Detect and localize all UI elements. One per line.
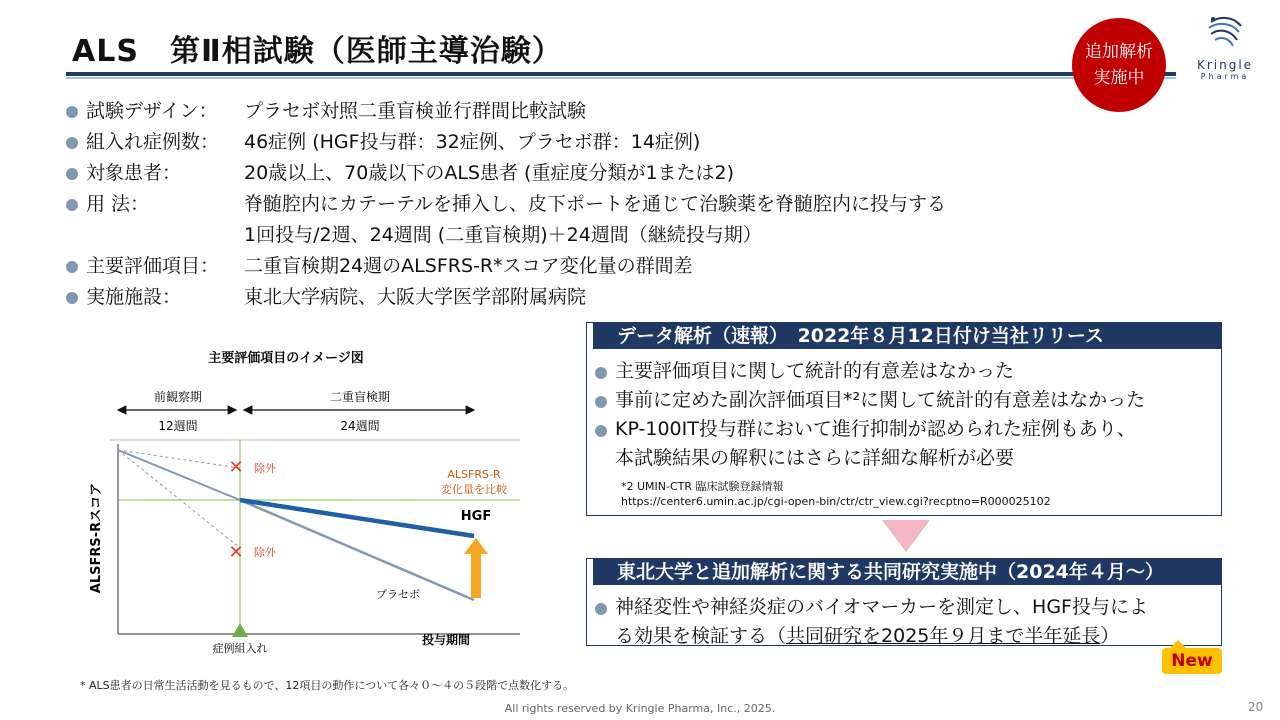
pre-decline-line [118, 450, 240, 500]
x-axis-label: 投与期間 [421, 633, 471, 647]
company-logo [1190, 14, 1260, 94]
info-value: プラセボ対照二重盲検並行群間比較試験 [244, 100, 587, 122]
exclude-upper-icon: ✕ [228, 457, 244, 478]
research-line-2a: る効果を検証する（ [615, 625, 787, 647]
logo-name: Kringle [1196, 58, 1254, 72]
info-row-design [66, 96, 946, 127]
list-item-text: 主要評価項目に関して統計的有意差はなかった [615, 360, 1015, 382]
flow-down-arrow-icon [882, 520, 930, 552]
placebo-label: プラセボ [376, 588, 420, 601]
period-pre-label: 前観察期 [153, 390, 203, 404]
bullet-icon [66, 292, 78, 304]
period-pre-weeks: 12週間 [158, 419, 198, 433]
info-value: 東北大学病院、大阪大学医学部附属病院 [244, 286, 587, 308]
info-value: 46症例 (HGF投与群：32症例、プラセボ群：14症例) [244, 131, 701, 153]
new-badge: New [1162, 648, 1222, 674]
enroll-marker-icon [232, 623, 248, 637]
bullet-icon [66, 261, 78, 273]
info-label: 組入れ症例数： [86, 131, 220, 153]
info-value-line-2: 1回投与/2週、24週間 (二重盲検期)＋24週間（継続投与期） [244, 224, 762, 246]
excluded-dashed-lower [118, 450, 240, 548]
y-axis-label: ALSFRS-Rスコア [89, 482, 104, 594]
diagram-title: 主要評価項目のイメージ図 [208, 351, 364, 366]
trial-info-list [66, 96, 946, 313]
copyright: All rights reserved by Kringle Pharma, Inc., 2025. [504, 702, 776, 715]
compare-up-arrow [464, 538, 488, 598]
data-analysis-list [587, 357, 1221, 473]
data-analysis-box [586, 322, 1222, 516]
compare-label-2: 変化量を比較 [441, 483, 507, 496]
info-value [244, 189, 946, 251]
list-item [595, 593, 1221, 651]
info-row-endpoint [66, 251, 946, 282]
badge-line-1: 追加解析 [1085, 42, 1153, 62]
bullet-icon [595, 396, 607, 408]
info-label: 実施施設： [86, 286, 182, 308]
bullet-icon [66, 106, 78, 118]
exclude-lower-icon: ✕ [228, 542, 244, 563]
title-underline [66, 72, 1176, 76]
bullet-icon [66, 168, 78, 180]
info-value: 二重盲検期24週のALSFRS-R*スコア変化量の群間差 [244, 255, 693, 277]
reference-note [587, 479, 1221, 509]
list-item [595, 357, 1221, 386]
joint-research-list [587, 593, 1221, 651]
info-row-dosage [66, 189, 946, 251]
page-title: ALS 第Ⅱ相試験（医師主導治験） [72, 34, 563, 69]
research-extension: 共同研究を2025年９月まで半年延長 [786, 625, 1101, 647]
bullet-icon [595, 425, 607, 437]
reference-title: *2 UMIN-CTR 臨床試験登録情報 [621, 480, 784, 493]
info-label: 試験デザイン： [86, 100, 218, 122]
list-item [595, 415, 1221, 473]
list-item-line-2: 本試験結果の解釈にはさらに詳細な解析が必要 [615, 447, 1015, 469]
research-line-1: 神経変性や神経炎症のバイオマーカーを測定し、HGF投与によ [615, 596, 1148, 618]
bullet-icon [66, 199, 78, 211]
enroll-label: 症例組入れ [212, 642, 268, 655]
bullet-icon [595, 603, 607, 615]
kringle-logo-icon [1203, 14, 1247, 50]
info-label: 対象患者： [86, 162, 182, 184]
joint-research-box [586, 558, 1222, 646]
list-item-text [615, 593, 1148, 651]
hgf-line [240, 500, 474, 536]
title-underline-accent [66, 77, 1176, 79]
footnote: * ALS患者の日常生活活動を見るもので、12項目の動作について各々０～４の５段階で点数化する。 [80, 679, 575, 692]
info-row-sites [66, 282, 946, 313]
excluded-dashed-upper [118, 450, 240, 468]
logo-sub: Pharma [1200, 72, 1250, 81]
list-item-line-1: KP-100IT投与群において進行抑制が認められた症例もあり、 [615, 418, 1136, 440]
info-row-cases [66, 127, 946, 158]
reference-url[interactable]: https://center6.umin.ac.jp/cgi-open-bin/ctr/ctr_view.cgi?recptno=R000025102 [621, 495, 1051, 508]
joint-research-header: 東北大学と追加解析に関する共同研究実施中（2024年４月～） [593, 559, 1221, 585]
info-value: 20歳以上、70歳以下のALS患者 (重症度分類が1または2) [244, 162, 735, 184]
bullet-icon [595, 367, 607, 379]
info-value-line-1: 脊髄腔内にカテーテルを挿入し、皮下ポートを通じて治験薬を脊髄腔内に投与する [244, 193, 947, 215]
bullet-icon [66, 137, 78, 149]
info-label: 主要評価項目： [86, 255, 220, 277]
list-item-text [615, 415, 1136, 473]
compare-label-1: ALSFRS-R [447, 468, 501, 481]
endpoint-diagram [60, 338, 580, 668]
research-line-2c: ） [1100, 625, 1120, 647]
info-row-patients [66, 158, 946, 189]
exclude-lower-label: 除外 [254, 546, 276, 559]
page-number: 20 [1248, 700, 1264, 714]
info-label: 用 法： [86, 193, 150, 215]
period-blind-label: 二重盲検期 [329, 390, 391, 404]
list-item [595, 386, 1221, 415]
exclude-upper-label: 除外 [254, 462, 276, 475]
endpoint-diagram-svg [60, 338, 580, 668]
list-item-text: 事前に定めた副次評価項目*²に関して統計的有意差はなかった [615, 389, 1146, 411]
data-analysis-header: データ解析（速報） 2022年８月12日付け当社リリース [593, 323, 1221, 349]
hgf-label: HGF [460, 509, 492, 524]
period-blind-weeks: 24週間 [340, 419, 380, 433]
status-badge [1072, 18, 1166, 112]
badge-line-2: 実施中 [1093, 68, 1145, 88]
